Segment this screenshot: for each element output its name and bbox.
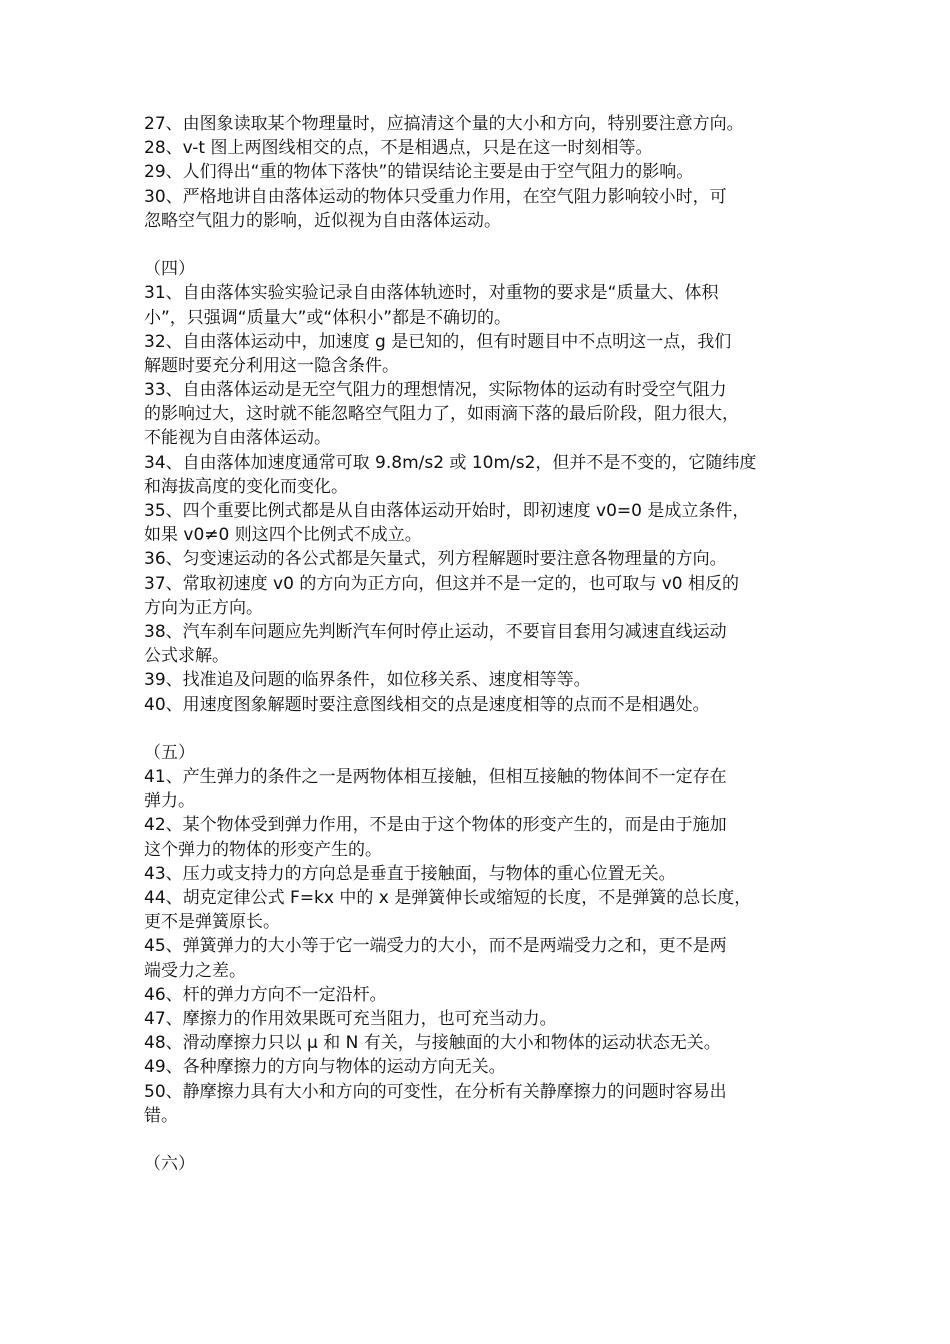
list-item-line: 忽略空气阻力的影响，近似视为自由落体运动。 [144, 210, 501, 231]
list-item [144, 1055, 814, 1079]
list-item-line: 28、v-t 图上两图线相交的点，不是相遇点，只是在这一时刻相等。 [144, 138, 653, 159]
list-item-line: 41、产生弹力的条件之一是两物体相互接触，但相互接触的物体间不一定存在 [144, 767, 727, 788]
list-item-line: 35、四个重要比例式都是从自由落体运动开始时，即初速度 v0=0 是成立条件， [144, 501, 750, 521]
list-item-line: 33、自由落体运动是无空气阻力的理想情况，实际物体的运动有时受空气阻力 [144, 380, 727, 401]
list-item [144, 983, 814, 1007]
list-item-line: 和海拔高度的变化而变化。 [144, 476, 348, 497]
list-item-line: 49、各种摩擦力的方向与物体的运动方向无关。 [144, 1057, 506, 1078]
spacer [144, 717, 814, 741]
list-item [144, 378, 814, 451]
list-item-line: 34、自由落体加速度通常可取 9.8m/s2 或 10m/s2，但并不是不变的，它随纬度 [144, 452, 757, 473]
list-item-line: 40、用速度图象解题时要注意图线相交的点是速度相等的点而不是相遇处。 [144, 694, 710, 715]
list-item-line: 方向为正方向。 [144, 597, 263, 618]
list-item-line: 45、弹簧弹力的大小等于它一端受力的大小，而不是两端受力之和，更不是两 [144, 936, 727, 957]
list-item [144, 813, 814, 861]
item-list-section-3 [144, 112, 814, 233]
list-item [144, 1031, 814, 1055]
list-item [144, 1080, 814, 1128]
list-item [144, 330, 814, 378]
document-page [144, 112, 814, 1176]
list-item-line: 弹力。 [144, 791, 195, 812]
list-item-line: 47、摩擦力的作用效果既可充当阻力，也可充当动力。 [144, 1008, 557, 1029]
list-item-line: 解题时要充分利用这一隐含条件。 [144, 355, 399, 376]
list-item-line: 29、人们得出“重的物体下落快”的错误结论主要是由于空气阻力的影响。 [144, 162, 694, 183]
list-item [144, 281, 814, 329]
list-item-line: 的影响过大，这时就不能忽略空气阻力了，如雨滴下落的最后阶段，阻力很大， [144, 404, 739, 425]
list-item [144, 136, 814, 160]
spacer [144, 233, 814, 257]
list-item-line: 42、某个物体受到弹力作用，不是由于这个物体的形变产生的，而是由于施加 [144, 815, 727, 836]
list-item [144, 547, 814, 571]
list-item [144, 765, 814, 813]
list-item-line: 43、压力或支持力的方向总是垂直于接触面，与物体的重心位置无关。 [144, 863, 676, 884]
list-item [144, 1007, 814, 1031]
list-item [144, 112, 814, 136]
list-item [144, 499, 814, 547]
list-item-line: 50、静摩擦力具有大小和方向的可变性，在分析有关静摩擦力的问题时容易出 [144, 1081, 727, 1102]
list-item-line: 44、胡克定律公式 F=kx 中的 x 是弹簧伸长或缩短的长度，不是弹簧的总长度， [144, 888, 752, 908]
spacer [144, 1128, 814, 1152]
list-item-line: 38、汽车刹车问题应先判断汽车何时停止运动，不要盲目套用匀减速直线运动 [144, 621, 727, 642]
list-item-line: 30、严格地讲自由落体运动的物体只受重力作用，在空气阻力影响较小时，可 [144, 186, 727, 207]
list-item [144, 862, 814, 886]
list-item-line: 31、自由落体实验实验记录自由落体轨迹时，对重物的要求是“质量大、体积 [144, 283, 719, 304]
list-item [144, 451, 814, 499]
list-item [144, 934, 814, 982]
list-item-line: 36、匀变速运动的各公式都是矢量式，列方程解题时要注意各物理量的方向。 [144, 549, 727, 570]
list-item-line: 46、杆的弹力方向不一定沿杆。 [144, 984, 387, 1005]
list-item [144, 886, 814, 934]
list-item [144, 572, 814, 620]
list-item [144, 693, 814, 717]
list-item-line: 错。 [144, 1105, 178, 1126]
item-list-section-5 [144, 765, 814, 1128]
list-item [144, 668, 814, 692]
list-item-line: 小”，只强调“质量大”或“体积小”都是不确切的。 [144, 307, 512, 328]
item-list-section-4 [144, 281, 814, 716]
section-heading-4: （四） [144, 259, 195, 280]
list-item-line: 更不是弹簧原长。 [144, 912, 280, 933]
list-item-line: 公式求解。 [144, 646, 229, 667]
list-item-line: 端受力之差。 [144, 960, 246, 981]
list-item [144, 185, 814, 233]
list-item-line: 如果 v0≠0 则这四个比例式不成立。 [144, 525, 422, 546]
list-item-line: 32、自由落体运动中，加速度 g 是已知的，但有时题目中不点明这一点，我们 [144, 331, 732, 352]
list-item-line: 48、滑动摩擦力只以 μ 和 N 有关，与接触面的大小和物体的运动状态无关。 [144, 1033, 721, 1054]
list-item-line: 不能视为自由落体运动。 [144, 428, 331, 449]
list-item-line: 39、找准追及问题的临界条件，如位移关系、速度相等等。 [144, 670, 591, 691]
section-heading-6: （六） [144, 1154, 195, 1175]
list-item-line: 37、常取初速度 v0 的方向为正方向，但这并不是一定的，也可取与 v0 相反的 [144, 573, 739, 594]
list-item-line: 27、由图象读取某个物理量时，应搞清这个量的大小和方向，特别要注意方向。 [144, 114, 744, 134]
list-item [144, 620, 814, 668]
list-item [144, 160, 814, 184]
section-heading-5: （五） [144, 742, 195, 763]
list-item-line: 这个弹力的物体的形变产生的。 [144, 839, 382, 860]
